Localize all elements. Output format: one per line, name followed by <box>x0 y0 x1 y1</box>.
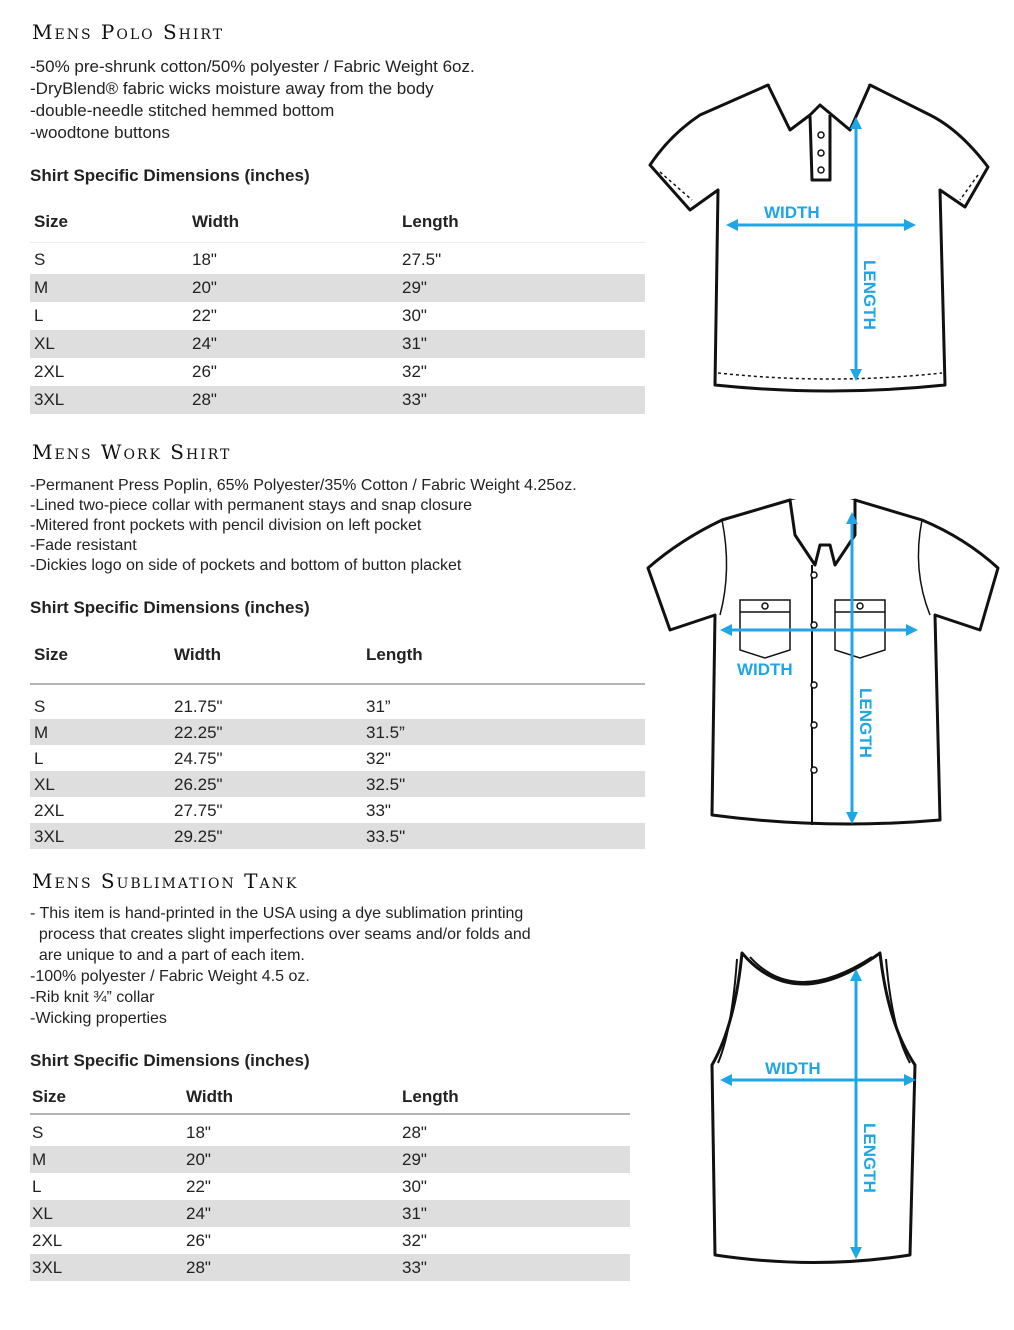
cell-width: 24" <box>186 1204 211 1223</box>
feature-list <box>30 903 531 1029</box>
table-row <box>30 358 645 386</box>
header-divider <box>30 242 645 243</box>
cell-length: 33" <box>402 1258 427 1277</box>
width-label: WIDTH <box>737 660 793 679</box>
cell-size: L <box>34 749 44 768</box>
feature-item: -Wicking properties <box>30 1010 167 1027</box>
feature-item: -Mitered front pockets with pencil division on left pocket <box>30 517 422 534</box>
length-label: LENGTH <box>860 260 879 330</box>
table-row <box>30 1227 630 1254</box>
header-width: Width <box>186 1087 234 1106</box>
cell-width: 20" <box>192 278 217 297</box>
cell-length: 28" <box>402 1123 427 1142</box>
table-row <box>30 386 645 414</box>
table-row <box>30 1119 630 1146</box>
header-size: Size <box>32 1087 67 1106</box>
dimensions-heading: Shirt Specific Dimensions (inches) <box>30 166 310 185</box>
cell-size: 3XL <box>32 1258 63 1277</box>
cell-size: M <box>34 723 49 742</box>
cell-length: 32.5" <box>366 775 406 794</box>
cell-size: XL <box>34 334 55 353</box>
cell-width: 18" <box>192 250 217 269</box>
cell-width: 24" <box>192 334 217 353</box>
cell-length: 33" <box>402 390 427 409</box>
cell-length: 33.5" <box>366 827 406 846</box>
feature-item: -DryBlend® fabric wicks moisture away from the body <box>30 79 434 98</box>
table-row <box>30 1173 630 1200</box>
feature-item: -Fade resistant <box>30 537 137 554</box>
header-size: Size <box>34 212 69 231</box>
cell-size: 3XL <box>34 827 65 846</box>
feature-item: -Rib knit ¾” collar <box>30 989 155 1006</box>
tank-top-diagram <box>690 945 940 1275</box>
table-header <box>30 645 645 685</box>
header-size: Size <box>34 645 69 664</box>
cell-size: M <box>32 1150 47 1169</box>
cell-size: M <box>34 278 49 297</box>
feature-item: -50% pre-shrunk cotton/50% polyester / Fabric Weight 6oz. <box>30 57 475 76</box>
table-header <box>30 212 645 242</box>
dimensions-heading: Shirt Specific Dimensions (inches) <box>30 1051 310 1070</box>
section-work-shirt <box>0 440 1014 860</box>
polo-shirt-diagram <box>640 75 1000 405</box>
feature-item: -woodtone buttons <box>30 123 170 142</box>
width-label: WIDTH <box>765 1059 821 1078</box>
feature-item: -double-needle stitched hemmed bottom <box>30 101 335 120</box>
cell-width: 26" <box>192 362 217 381</box>
table-row <box>30 771 645 797</box>
table-row <box>30 246 645 274</box>
cell-length: 32" <box>366 749 391 768</box>
cell-size: 2XL <box>34 362 65 381</box>
section-sublimation-tank <box>0 865 1014 1305</box>
section-title: Mens Polo Shirt <box>32 20 225 44</box>
section-title: Mens Sublimation Tank <box>32 869 299 893</box>
header-length: Length <box>366 645 423 664</box>
table-row <box>30 797 645 823</box>
cell-length: 31" <box>402 334 427 353</box>
cell-size: L <box>34 306 44 325</box>
feature-list <box>30 476 577 576</box>
table-row <box>30 1254 630 1281</box>
cell-width: 22.25" <box>174 723 223 742</box>
table-row <box>30 1146 630 1173</box>
cell-size: XL <box>34 775 55 794</box>
size-table <box>30 1087 630 1281</box>
header-width: Width <box>192 212 240 231</box>
cell-length: 32" <box>402 362 427 381</box>
feature-item: - This item is hand-printed in the USA using a dye sublimation printing <box>30 905 524 922</box>
cell-size: L <box>32 1177 42 1196</box>
feature-item: -Permanent Press Poplin, 65% Polyester/35% Cotton / Fabric Weight 4.25oz. <box>30 477 577 494</box>
feature-item: are unique to and a part of each item. <box>30 947 305 964</box>
cell-width: 26" <box>186 1231 211 1250</box>
table-row <box>30 693 645 719</box>
cell-width: 21.75" <box>174 697 223 716</box>
cell-length: 31.5” <box>366 723 405 742</box>
cell-size: XL <box>32 1204 53 1223</box>
work-shirt-diagram <box>640 490 1010 835</box>
feature-item: process that creates slight imperfections over seams and/or folds and <box>30 926 531 943</box>
header-divider <box>30 683 645 685</box>
cell-length: 27.5" <box>402 250 442 269</box>
cell-size: S <box>32 1123 44 1142</box>
size-table <box>30 645 645 849</box>
cell-width: 26.25" <box>174 775 223 794</box>
cell-width: 29.25" <box>174 827 223 846</box>
cell-width: 18" <box>186 1123 211 1142</box>
dimensions-heading: Shirt Specific Dimensions (inches) <box>30 598 310 617</box>
header-divider <box>30 1113 630 1115</box>
header-length: Length <box>402 1087 459 1106</box>
cell-length: 29" <box>402 1150 427 1169</box>
table-row <box>30 302 645 330</box>
cell-size: 2XL <box>32 1231 63 1250</box>
cell-width: 28" <box>186 1258 211 1277</box>
cell-size: S <box>34 697 46 716</box>
table-row <box>30 330 645 358</box>
width-label: WIDTH <box>764 203 820 222</box>
length-label: LENGTH <box>856 688 875 758</box>
cell-length: 29" <box>402 278 427 297</box>
cell-width: 22" <box>192 306 217 325</box>
feature-item: -Lined two-piece collar with permanent stays and snap closure <box>30 497 473 514</box>
size-table <box>30 212 645 414</box>
cell-length: 30" <box>402 1177 427 1196</box>
section-polo-shirt <box>0 0 1014 430</box>
cell-width: 28" <box>192 390 217 409</box>
section-title: Mens Work Shirt <box>32 440 232 464</box>
cell-width: 24.75" <box>174 749 223 768</box>
length-label: LENGTH <box>860 1123 879 1193</box>
table-header <box>30 1087 630 1115</box>
cell-size: 3XL <box>34 390 65 409</box>
cell-size: S <box>34 250 46 269</box>
cell-width: 27.75" <box>174 801 223 820</box>
feature-item: -100% polyester / Fabric Weight 4.5 oz. <box>30 968 310 985</box>
table-row <box>30 745 645 771</box>
cell-length: 33" <box>366 801 391 820</box>
table-row <box>30 1200 630 1227</box>
table-row <box>30 823 645 849</box>
cell-width: 22" <box>186 1177 211 1196</box>
cell-length: 31" <box>402 1204 427 1223</box>
cell-width: 20" <box>186 1150 211 1169</box>
table-row <box>30 719 645 745</box>
cell-length: 30" <box>402 306 427 325</box>
table-row <box>30 274 645 302</box>
header-width: Width <box>174 645 222 664</box>
feature-list <box>30 56 475 144</box>
cell-length: 31” <box>366 697 391 716</box>
header-length: Length <box>402 212 459 231</box>
cell-size: 2XL <box>34 801 65 820</box>
feature-item: -Dickies logo on side of pockets and bottom of button placket <box>30 557 462 574</box>
cell-length: 32" <box>402 1231 427 1250</box>
